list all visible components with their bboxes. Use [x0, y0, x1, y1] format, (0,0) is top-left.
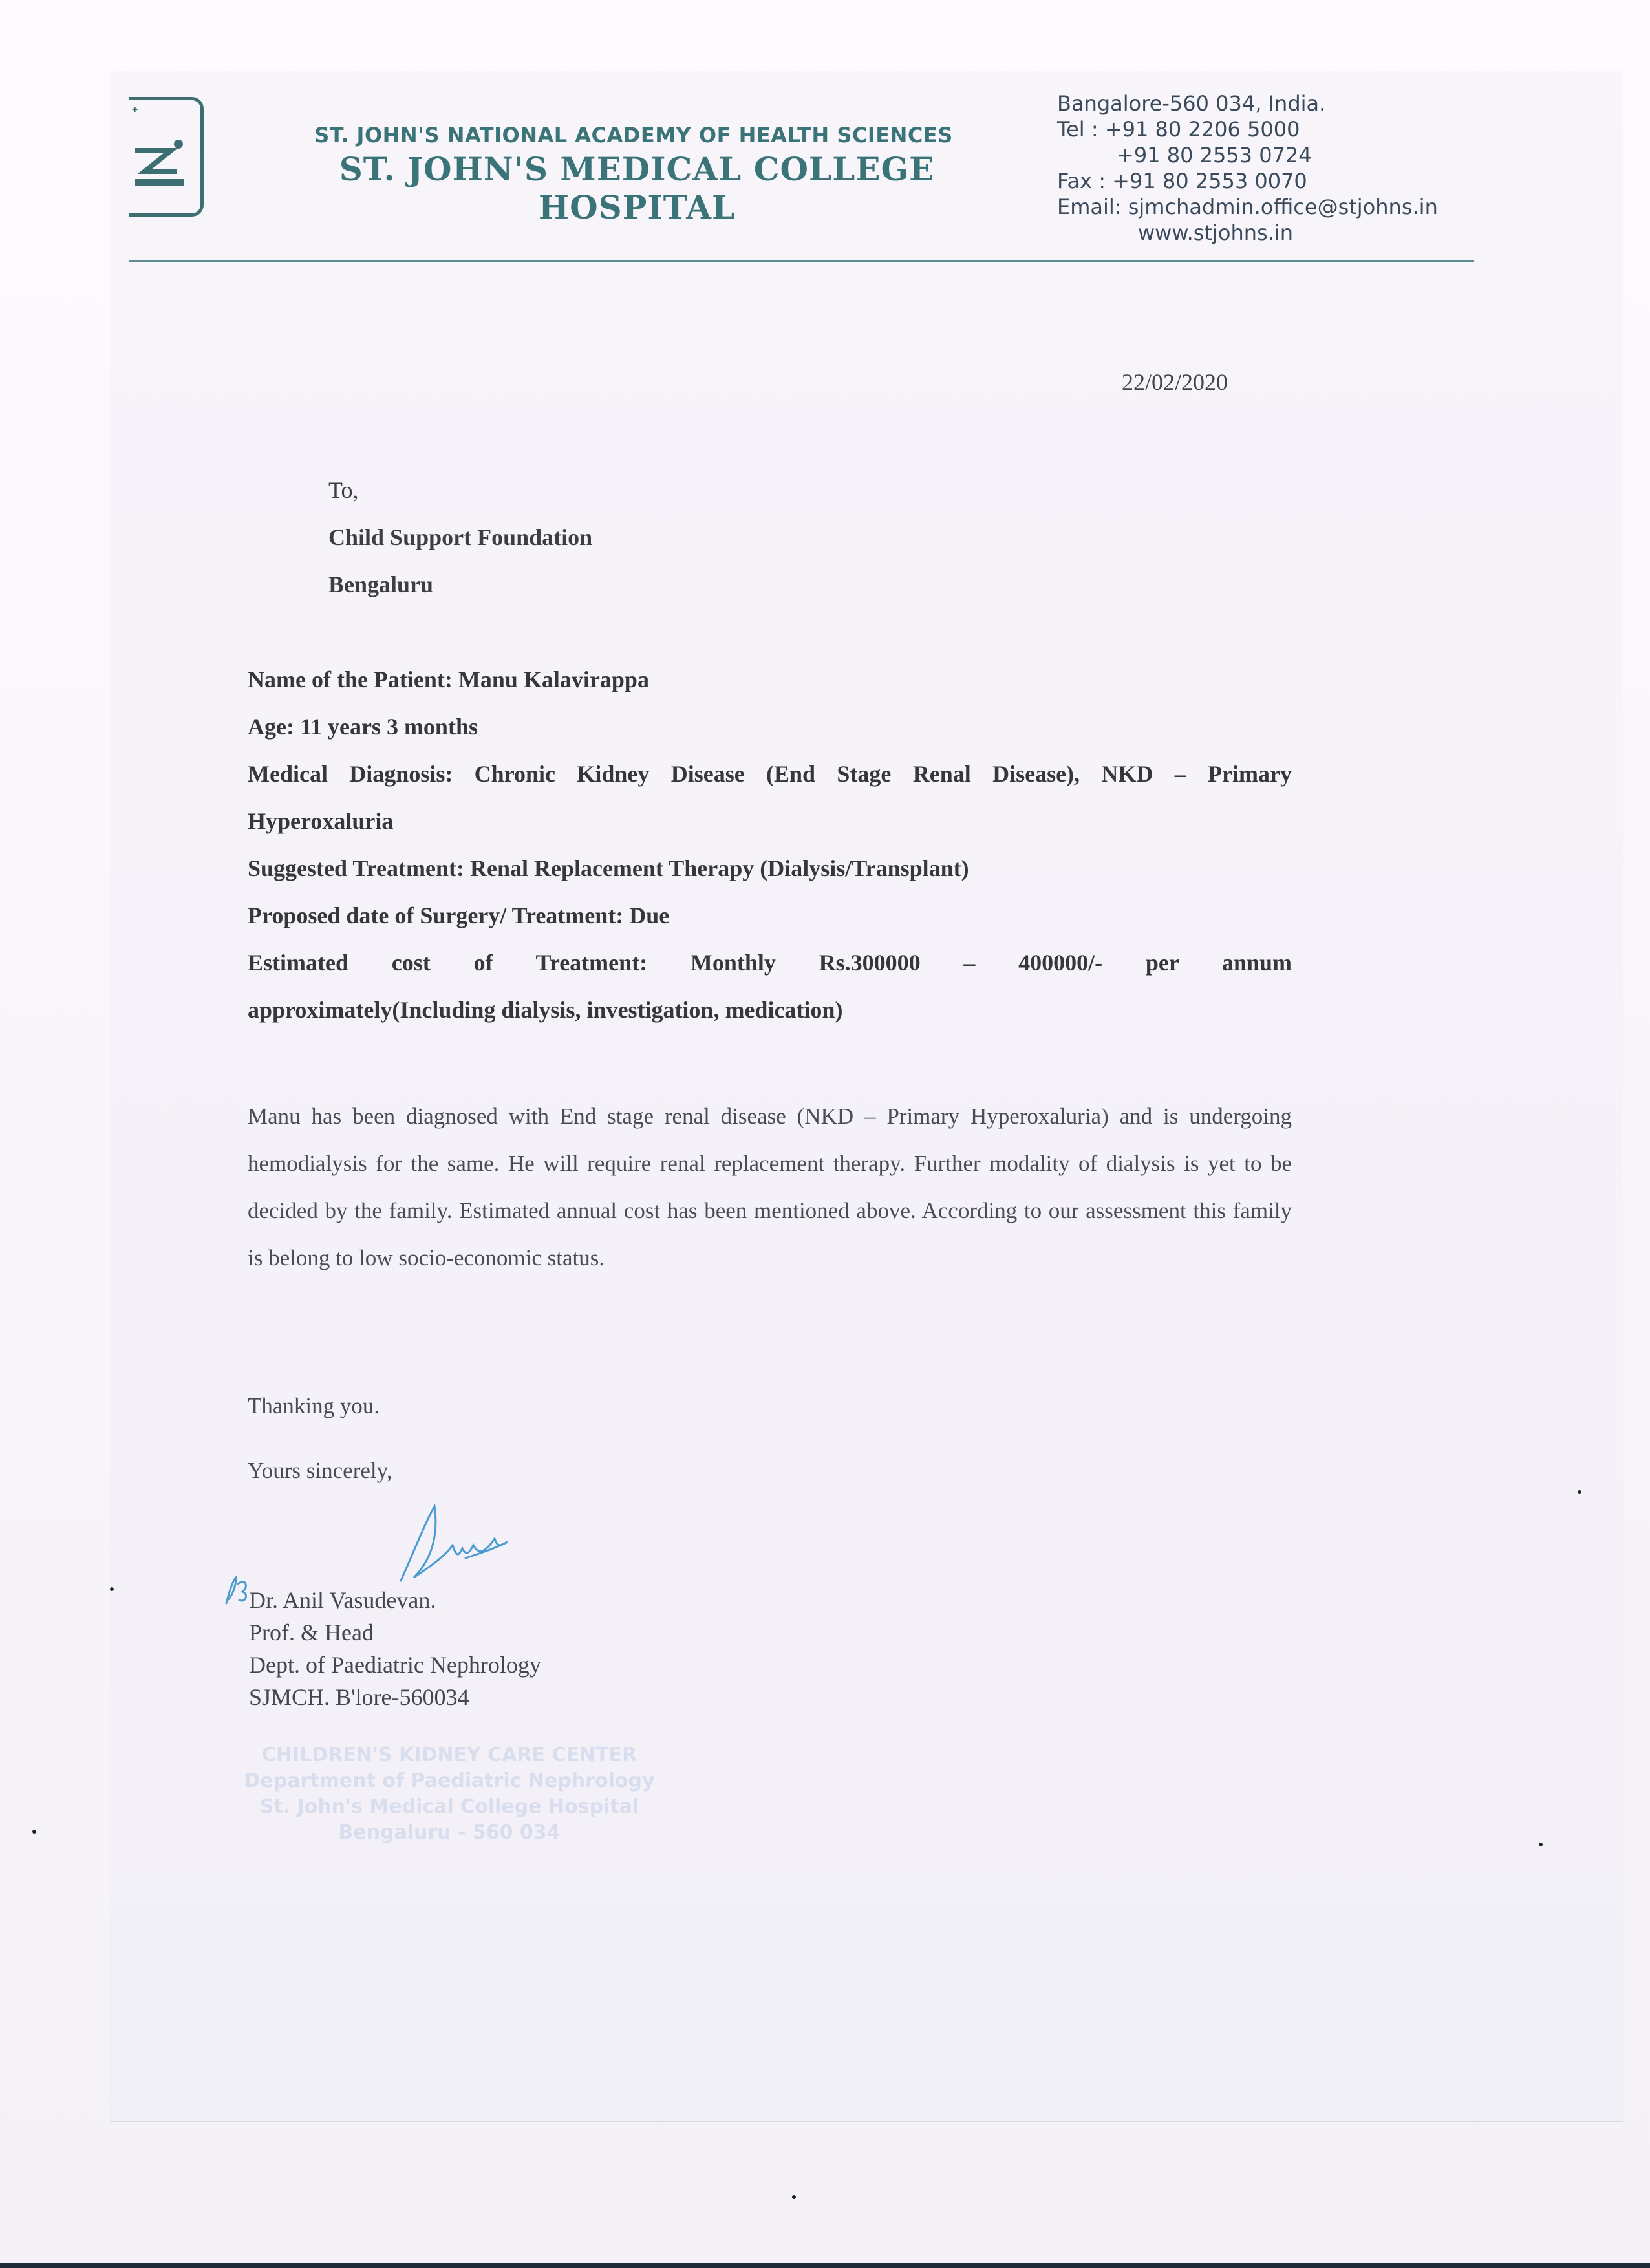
suggested-treatment: Suggested Treatment: Renal Replacement Therapy (Dialysis/Transplant)	[248, 855, 969, 881]
diagnosis-line-2: Hyperoxaluria	[248, 808, 394, 834]
hospital-emblem-icon	[129, 97, 204, 217]
scan-speck	[110, 1587, 114, 1591]
body-paragraph: Manu has been diagnosed with End stage renal disease (NKD – Primary Hyperoxaluria) and is undergoing hemodialysis for the same. He will require renal replacement therapy. Further modality of dialysis is yet to be decided by the family. Estimated annual cost has been mentioned above. According to our assessment this family is belong to low socio-economic status.	[248, 1104, 1292, 1270]
signatory-organization: SJMCH. B'lore-560034	[249, 1684, 469, 1710]
scan-edge	[0, 2263, 1650, 2268]
scan-speck	[1539, 1843, 1543, 1846]
email-address: Email: sjmchadmin.office@stjohns.in	[1057, 195, 1438, 219]
stamp-line-2: Department of Paediatric Nephrology	[244, 1770, 655, 1792]
address-line: Bangalore-560 034, India.	[1057, 91, 1326, 116]
signatory-block	[249, 1584, 541, 1713]
logo-tagline-mark: ✚	[132, 105, 138, 114]
patient-age: Age: 11 years 3 months	[248, 714, 478, 740]
scan-speck	[792, 2195, 796, 2199]
stamp-line-1: CHILDREN'S KIDNEY CARE CENTER	[261, 1744, 638, 1766]
letter-date: 22/02/2020	[1122, 369, 1228, 395]
letterhead-divider	[129, 260, 1474, 262]
signatory-name: Dr. Anil Vasudevan.	[249, 1587, 436, 1613]
website-url: www.stjohns.in	[1138, 220, 1294, 245]
telephone-1: Tel : +91 80 2206 5000	[1057, 117, 1300, 142]
diagnosis-line-1: Medical Diagnosis: Chronic Kidney Disease (End Stage Renal Disease), NKD – Primary	[248, 761, 1292, 787]
stamp-line-3: St. John's Medical College Hospital	[259, 1795, 639, 1818]
estimated-cost-line-2: approximately(Including dialysis, investigation, medication)	[248, 997, 843, 1023]
proposed-surgery-date: Proposed date of Surgery/ Treatment: Due	[248, 903, 670, 928]
department-stamp	[223, 1742, 676, 1846]
stamp-line-4: Bengaluru - 560 034	[338, 1821, 561, 1844]
academy-name: ST. JOHN'S NATIONAL ACADEMY OF HEALTH SCIENCES	[314, 123, 953, 147]
telephone-2: +91 80 2553 0724	[1117, 143, 1312, 167]
recipient-city: Bengaluru	[328, 572, 434, 597]
hospital-name: ST. JOHN'S MEDICAL COLLEGE HOSPITAL	[339, 150, 935, 226]
patient-name: Name of the Patient: Manu Kalavirappa	[248, 667, 649, 692]
signatory-department: Dept. of Paediatric Nephrology	[249, 1652, 541, 1678]
emblem-graphic	[132, 133, 193, 191]
scan-speck	[1578, 1490, 1581, 1494]
closing-sincerely: Yours sincerely,	[248, 1458, 392, 1483]
recipient-org: Child Support Foundation	[328, 524, 593, 550]
contact-block	[1057, 91, 1471, 246]
estimated-cost-line-1: Estimated cost of Treatment: Monthly Rs.300000 – 400000/- per annum	[248, 950, 1292, 976]
scan-speck	[32, 1830, 36, 1834]
handwritten-signature	[388, 1493, 530, 1590]
fax-number: Fax : +91 80 2553 0070	[1057, 169, 1307, 193]
salutation: To,	[328, 477, 359, 503]
closing-thanks: Thanking you.	[248, 1393, 380, 1418]
signatory-title: Prof. & Head	[249, 1620, 374, 1645]
